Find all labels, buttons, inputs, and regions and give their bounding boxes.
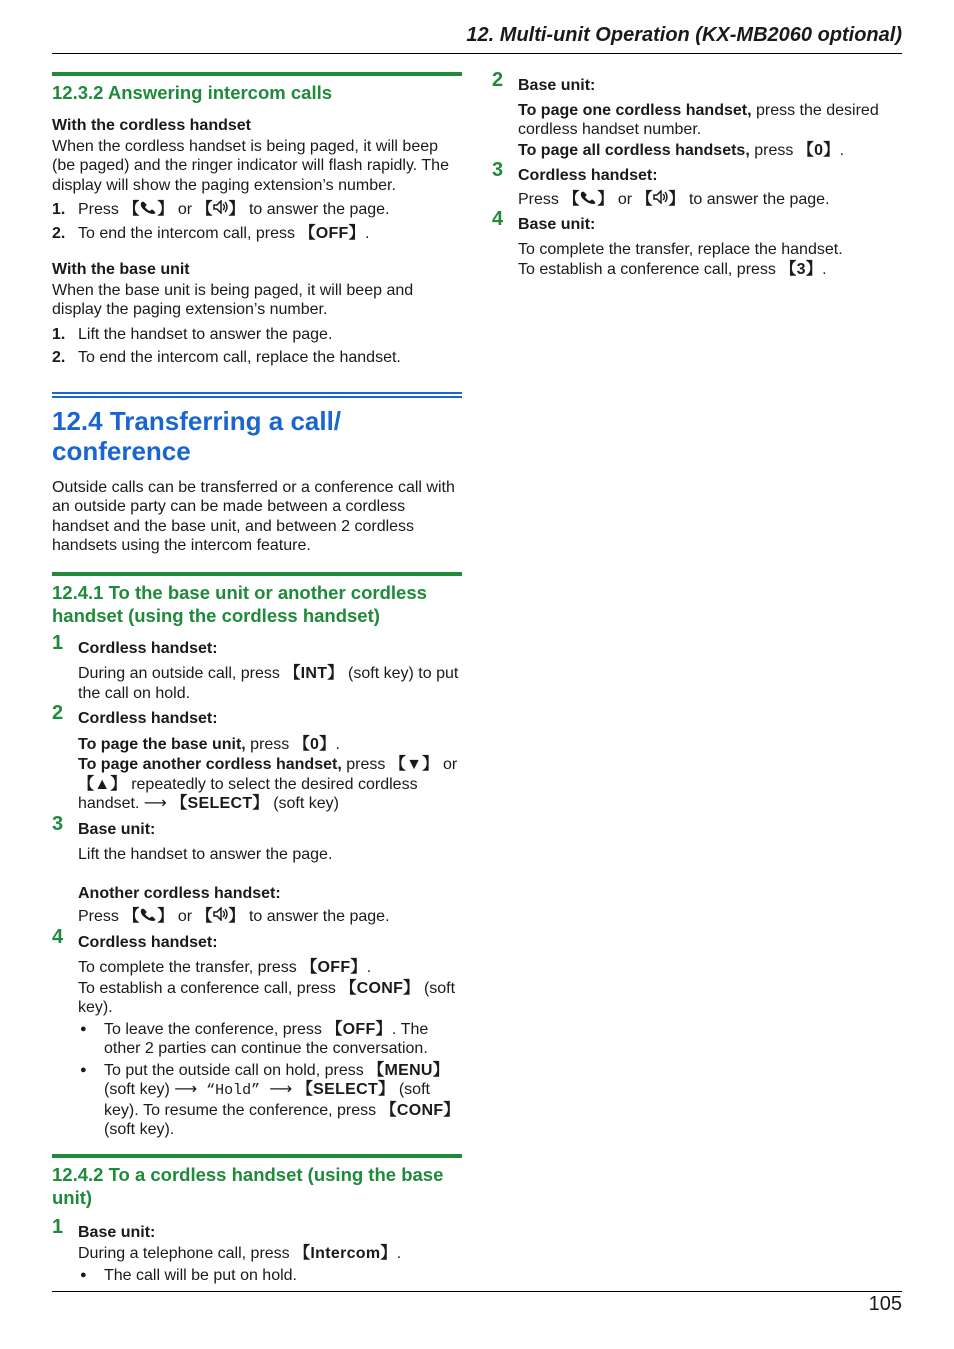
step-1: 1 Cordless handset: During an outside call, press 【INT】 (soft key) to put the call on hold. [52, 631, 459, 702]
handset-steps-list [52, 200, 462, 243]
step-2: 2 Cordless handset: To page the base unit, press 【0】. To page another cordless handset, press 【▼】 or 【▲】 repeatedly to select the desired cordless handset. ⟶ 【SELECT】 (soft key) [52, 702, 458, 812]
arrow-icon: ⟶ [174, 1081, 198, 1098]
arrow-icon: ⟶ [269, 1081, 293, 1098]
step-3: 3 Cordless handset: Press 【 】 or 【 】 to answer the page. [492, 159, 830, 208]
base-steps-list [52, 325, 462, 368]
section-12-4-1-title: 12.4.1 To the base unit or another cordless handset (using the cordless handset) [52, 572, 462, 627]
page-number: 105 [868, 1293, 902, 1315]
talk-button-icon: 【 】 [563, 190, 614, 208]
left-column [52, 72, 462, 1287]
step-4: 4 Base unit: To complete the transfer, replace the handset. To establish a conference call, press 【3】. [492, 208, 843, 278]
speakerphone-button-icon: 【 】 [196, 908, 245, 925]
talk-button-icon: 【 】 [123, 201, 174, 218]
step-4: 4 Cordless handset: To complete the transfer, press 【OFF】. To establish a conference call, press 【CONF】 (soft key). ● To leave the conference, press 【OFF】. The other 2 parties can continue the conversation. ● To put the outside call on hold, press 【MENU】 (soft key) ⟶ “Hold” ⟶ 【SELECT】 (soft key). To resume the conference, press 【CONF】 (soft key). [52, 933, 462, 1140]
speakerphone-button-icon: 【 】 [636, 190, 685, 208]
arrow-icon: ⟶ [143, 795, 167, 812]
page-footer [52, 1291, 902, 1315]
list-item: 2. To end the intercom call, press 【OFF】. [52, 224, 370, 242]
section-12-4-title: 12.4 Transferring a call/ conference [52, 392, 462, 466]
step-1: 1 Base unit: During a telephone call, press 【Intercom】. ● The call will be put on hold. [52, 1223, 462, 1286]
list-item: 1. Press 【 】 or 【 】 to answer the page. [52, 201, 390, 218]
section-12-3-2-title: 12.3.2 Answering intercom calls [52, 72, 462, 104]
list-item: 1. Lift the handset to answer the page. [52, 325, 333, 343]
step-3: 3 Base unit: Lift the handset to answer the page. Another cordless handset: Press 【 】 or 【 】 to answer the page. [52, 812, 390, 925]
page-header: 12. Multi-unit Operation (KX-MB2060 optional) [52, 22, 902, 54]
section-12-4-intro: Outside calls can be transferred or a conference call with an outside party can be made between a cordless handset and the base unit, and between 2 cordless handsets using the intercom feature. [52, 478, 455, 554]
section-12-4-2-title: 12.4.2 To a cordless handset (using the base unit) [52, 1154, 462, 1209]
step-2: 2 Base unit: To page one cordless handset, press the desired cordless handset number. To page all cordless handsets, press 【0】. [492, 69, 879, 159]
list-item: 2. To end the intercom call, replace the handset. [52, 349, 401, 366]
base-unit-paragraph: When the base unit is being paged, it will beep and display the paging extension’s number. [52, 281, 414, 318]
list-item: ● To leave the conference, press 【OFF】. The other 2 parties can continue the conversation. [78, 1020, 462, 1059]
speakerphone-button-icon: 【 】 [196, 201, 245, 218]
handset-subheading: With the cordless handset [52, 117, 251, 134]
list-item: ● The call will be put on hold. [78, 1266, 462, 1286]
right-column [492, 69, 902, 281]
base-unit-subheading: With the base unit [52, 261, 190, 278]
handset-paragraph: When the cordless handset is being paged, it will beep (be paged) and the ringer indicator will flash rapidly. The display will show the paging extension’s number. [52, 137, 449, 194]
list-item: ● To put the outside call on hold, press 【MENU】 (soft key) ⟶ “Hold” ⟶ 【SELECT】 (soft key). To resume the conference, press 【CONF】 (soft key). [78, 1061, 462, 1140]
talk-button-icon: 【 】 [123, 908, 174, 925]
